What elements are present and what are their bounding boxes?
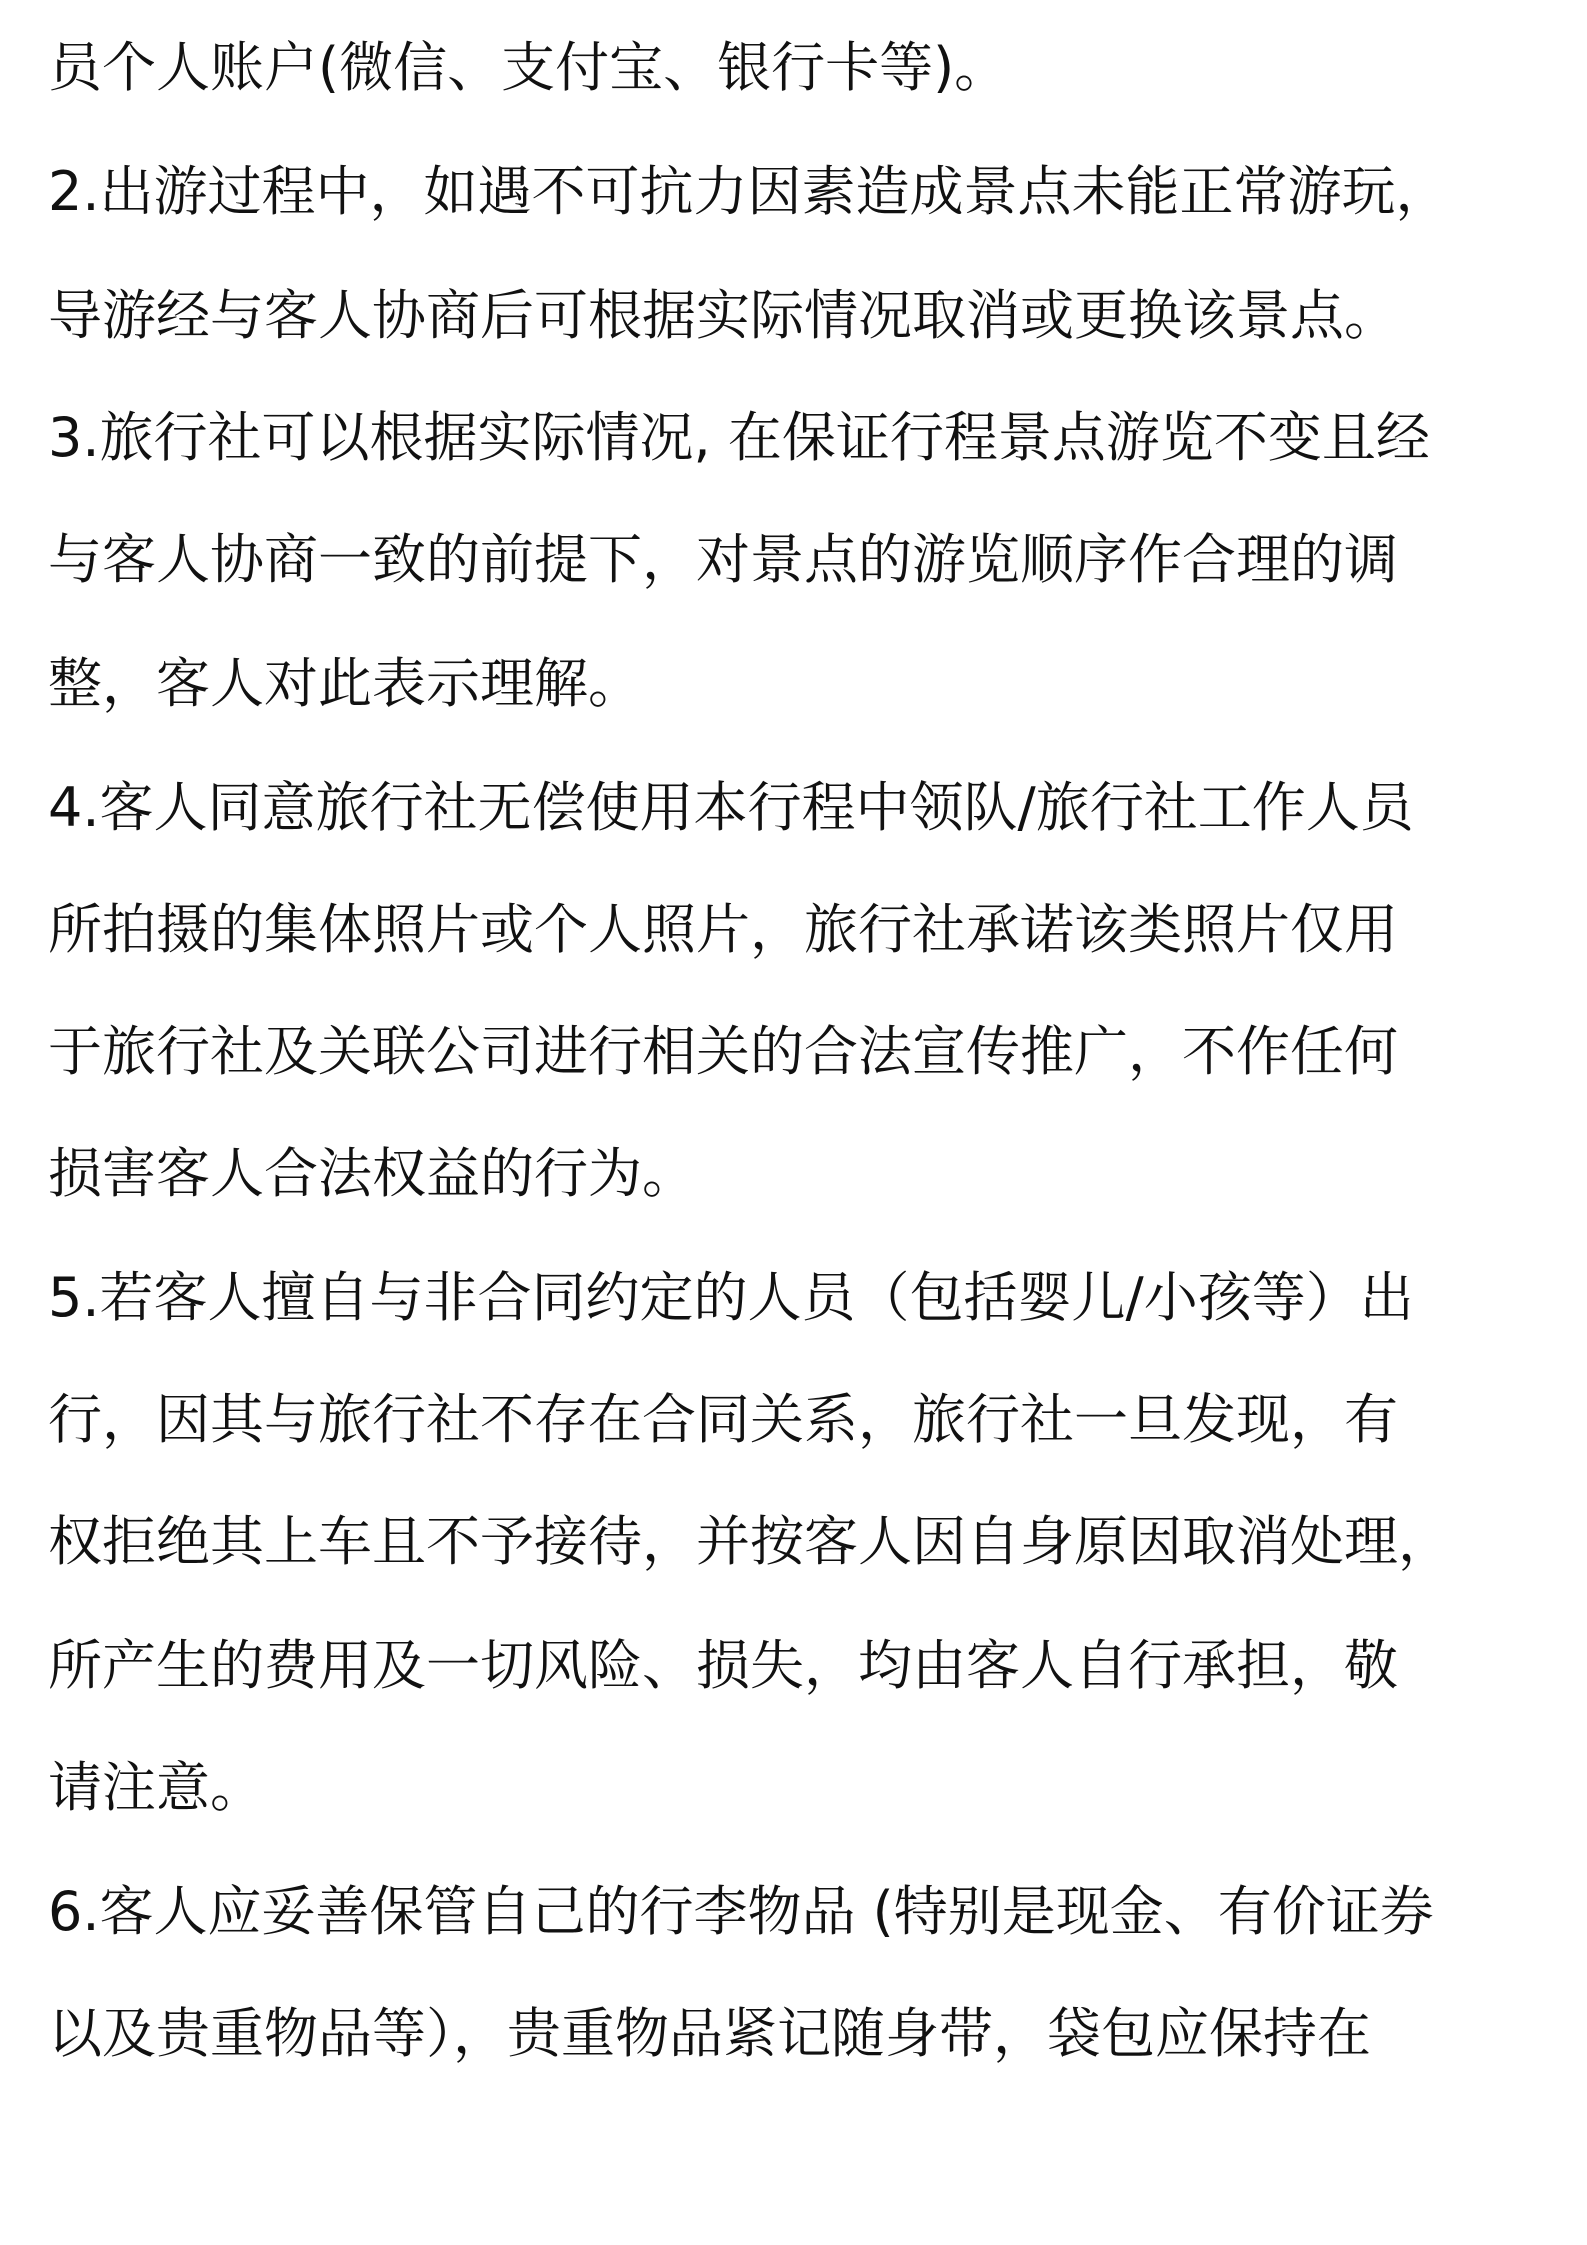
text-line: 行，因其与旅行社不存在合同关系，旅行社一旦发现，有	[48, 1388, 1398, 1451]
text-line: 所拍摄的集体照片或个人照片，旅行社承诺该类照片仅用	[48, 898, 1398, 961]
text-line: 导游经与客人协商后可根据实际情况取消或更换该景点。	[48, 284, 1398, 347]
text-line: 员个人账户(微信、支付宝、银行卡等)。	[48, 36, 1009, 99]
text-line: 与客人协商一致的前提下，对景点的游览顺序作合理的调	[48, 528, 1398, 591]
text-line: 4.客人同意旅行社无偿使用本行程中领队/旅行社工作人员	[48, 776, 1414, 839]
text-line: 5.若客人擅自与非合同约定的人员（包括婴儿/小孩等）出	[48, 1266, 1414, 1329]
text-line: 权拒绝其上车且不予接待，并按客人因自身原因取消处理，	[48, 1510, 1452, 1573]
text-line: 所产生的费用及一切风险、损失，均由客人自行承担，敬	[48, 1634, 1398, 1697]
text-line: 6.客人应妥善保管自己的行李物品 (特别是现金、有价证券	[48, 1880, 1434, 1943]
text-line: 3.旅行社可以根据实际情况, 在保证行程景点游览不变且经	[48, 406, 1430, 469]
text-line: 整，客人对此表示理解。	[48, 652, 642, 715]
text-line: 于旅行社及关联公司进行相关的合法宣传推广，不作任何	[48, 1020, 1398, 1083]
text-line: 损害客人合法权益的行为。	[48, 1142, 696, 1205]
text-line: 2.出游过程中，如遇不可抗力因素造成景点未能正常游玩，	[48, 160, 1450, 223]
text-line: 以及贵重物品等），贵重物品紧记随身带，袋包应保持在	[48, 2002, 1371, 2065]
text-line: 请注意。	[48, 1756, 264, 1819]
